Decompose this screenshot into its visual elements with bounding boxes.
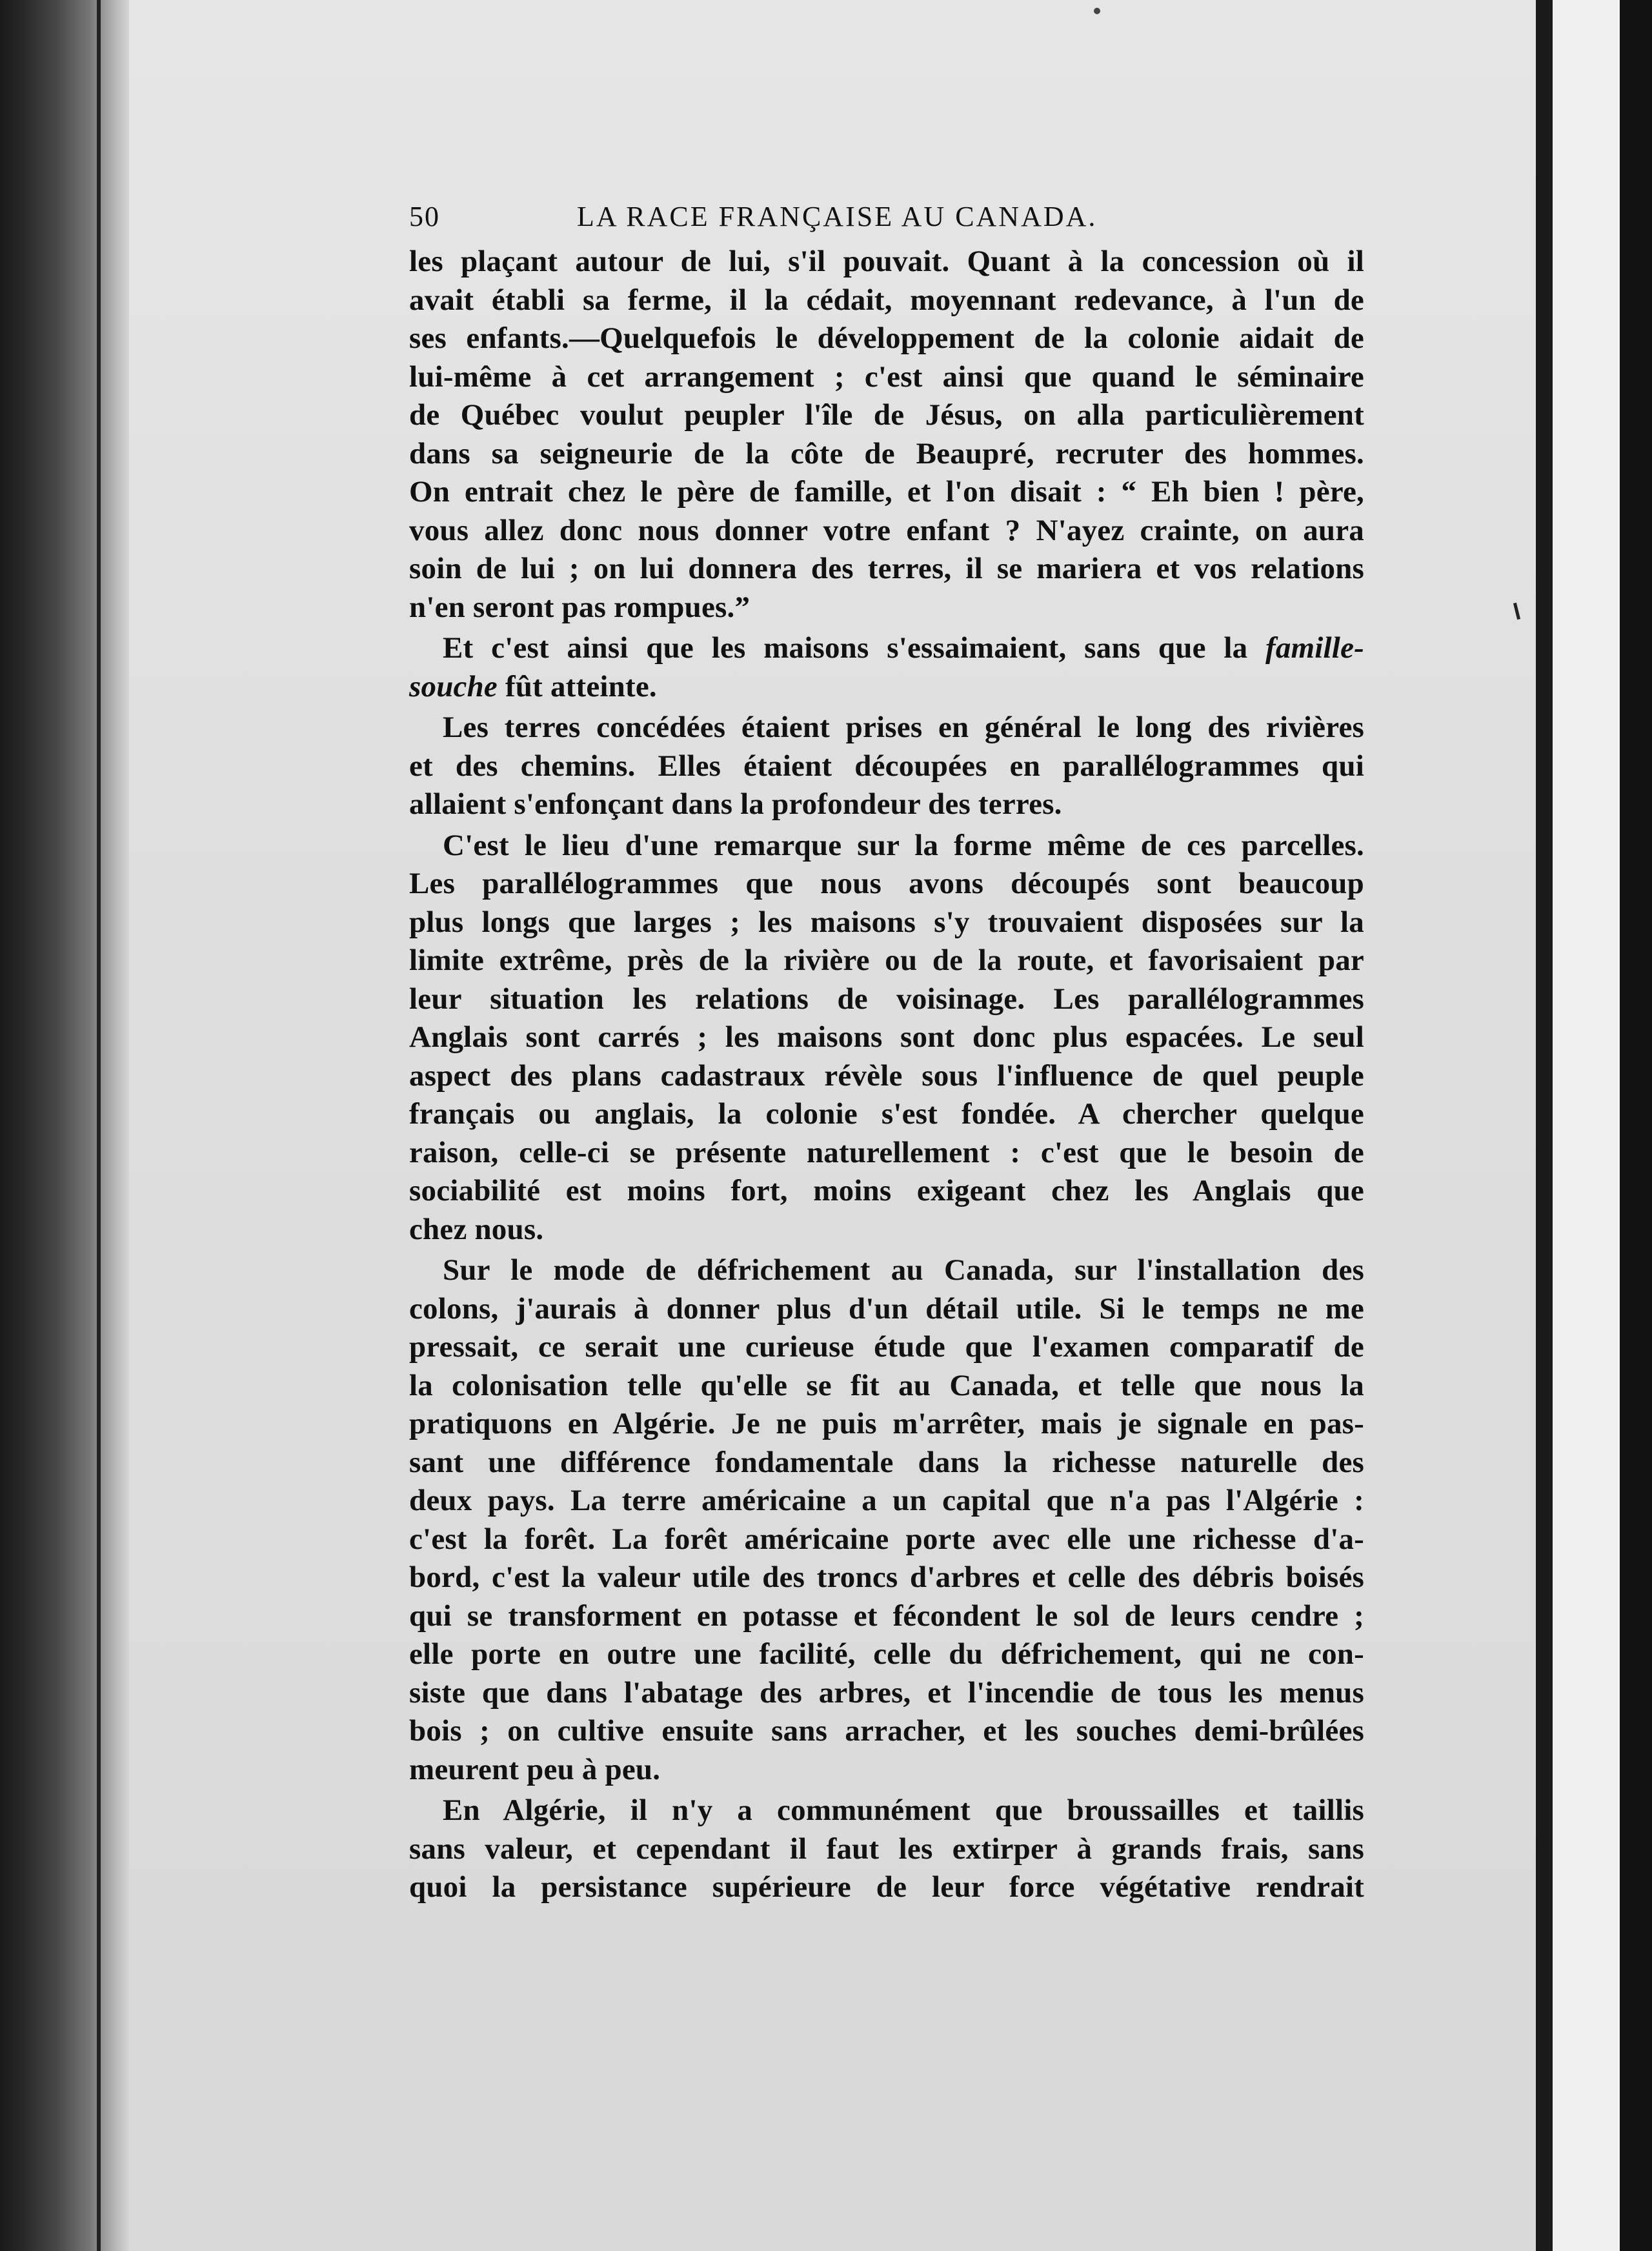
adjacent-page-edge [1549,0,1624,2251]
page-gutter [1536,0,1549,2251]
text-line: aspect des plans cadastraux révèle sous l'influence de quel peuple [409,1058,1364,1093]
paragraph [409,1792,1364,1907]
page-number: 50 [409,201,440,232]
text-line: deux pays. La terre américaine a un capital que n'a pas l'Algérie : [409,1484,1364,1517]
text-line: Anglais sont carrés ; les maisons sont donc plus espacées. Le seul [409,1020,1364,1054]
text-line: siste que dans l'abatage des arbres, et l'incendie de tous les menus [409,1675,1364,1710]
text-line: sant une différence fondamentale dans la richesse naturelle des [409,1445,1364,1479]
paragraph [409,243,1364,627]
text-line: bois ; on cultive ensuite sans arracher, et les souches demi-brûlées [409,1714,1364,1748]
paragraph [409,629,1364,706]
text-line: soin de lui ; on lui donnera des terres, il se mariera et vos relations [409,552,1364,585]
text-line: et des chemins. Elles étaient découpées en parallélogrammes qui [409,749,1364,783]
text-line: Sur le mode de défrichement au Canada, sur l'installation des [443,1253,1364,1287]
text-line: limite extrême, près de la rivière ou de la route, et favorisaient par [409,944,1364,977]
text-line: C'est le lieu d'une remarque sur la forme même de ces parcelles. [443,828,1364,862]
text-line: leur situation les relations de voisinage. Les parallélogrammes [409,982,1364,1016]
paragraph [409,827,1364,1249]
text-line: sociabilité est moins fort, moins exigeant chez les Anglais que [409,1174,1364,1207]
text-line: dans sa seigneurie de la côte de Beaupré, recruter des hommes. [409,436,1364,470]
text-line: plus longs que larges ; les maisons s'y trouvaient disposées sur la [409,905,1364,939]
text-line: sans valeur, et cependant il faut les extirper à grands frais, sans [409,1832,1364,1866]
text-line: chez nous. [409,1212,544,1246]
text-line: qui se transforment en potasse et fécondent le sol de leurs cendre ; [409,1599,1364,1633]
text-line: souche fût atteinte. [409,669,657,703]
text-line: meurent peu à peu. [409,1752,661,1786]
text-line: lui-même à cet arrangement ; c'est ainsi que quand le séminaire [409,359,1364,394]
text-line: ses enfants.—Quelquefois le développement de la colonie aidait de [409,321,1364,355]
text-line: colons, j'aurais à donner plus d'un détail utile. Si le temps ne me [409,1291,1364,1326]
text-line: les plaçant autour de lui, s'il pouvait. Quant à la concession où il [409,245,1364,278]
paragraph [409,1251,1364,1789]
text-line: avait établi sa ferme, il la cédait, moyennant redevance, à l'un de [409,283,1364,317]
text-line: Les terres concédées étaient prises en général le long des rivières [443,711,1364,744]
text-line: la colonisation telle qu'elle se fit au Canada, et telle que nous la [409,1368,1364,1402]
running-title: LA RACE FRANÇAISE AU CANADA. [577,201,1098,232]
text-line: On entrait chez le père de famille, et l'on disait : “ Eh bien ! père, [409,475,1364,509]
body-text [409,243,1364,1907]
binding-edge-line [97,0,101,2251]
text-line: En Algérie, il n'y a communément que broussailles et taillis [443,1793,1364,1827]
text-line: vous allez donc nous donner votre enfant ? N'ayez crainte, on aura [409,513,1364,547]
text-line: de Québec voulut peupler l'île de Jésus, on alla particulièrement [409,398,1364,432]
text-line: bord, c'est la valeur utile des troncs d'arbres et celle des débris boisés [409,1560,1364,1594]
text-line: n'en seront pas rompues.” [409,590,750,624]
text-line: quoi la persistance supérieure de leur force végétative rendrait [409,1870,1364,1904]
book-binding-shadow [0,0,129,2251]
text-line: c'est la forêt. La forêt américaine porte avec elle une richesse d'a- [409,1522,1364,1556]
paragraph [409,709,1364,824]
text-line: Les parallélogrammes que nous avons découpés sont beaucoup [409,867,1364,900]
text-line: raison, celle-ci se présente naturellement : c'est que le besoin de [409,1135,1364,1169]
text-line: elle porte en outre une facilité, celle du défrichement, qui ne con- [409,1637,1364,1671]
text-line: pressait, ce serait une curieuse étude que l'examen comparatif de [409,1330,1364,1364]
page-header [409,194,1364,243]
page-text-block [409,194,1364,1910]
text-line: français ou anglais, la colonie s'est fondée. A chercher quelque [409,1097,1364,1131]
text-line: allaient s'enfonçant dans la profondeur des terres. [409,787,1062,821]
scan-border [1620,0,1652,2251]
dust-speck [1094,8,1100,14]
text-line: Et c'est ainsi que les maisons s'essaimaient, sans que la famille- [443,631,1364,665]
text-line: pratiquons en Algérie. Je ne puis m'arrêter, mais je signale en pas- [409,1407,1364,1440]
